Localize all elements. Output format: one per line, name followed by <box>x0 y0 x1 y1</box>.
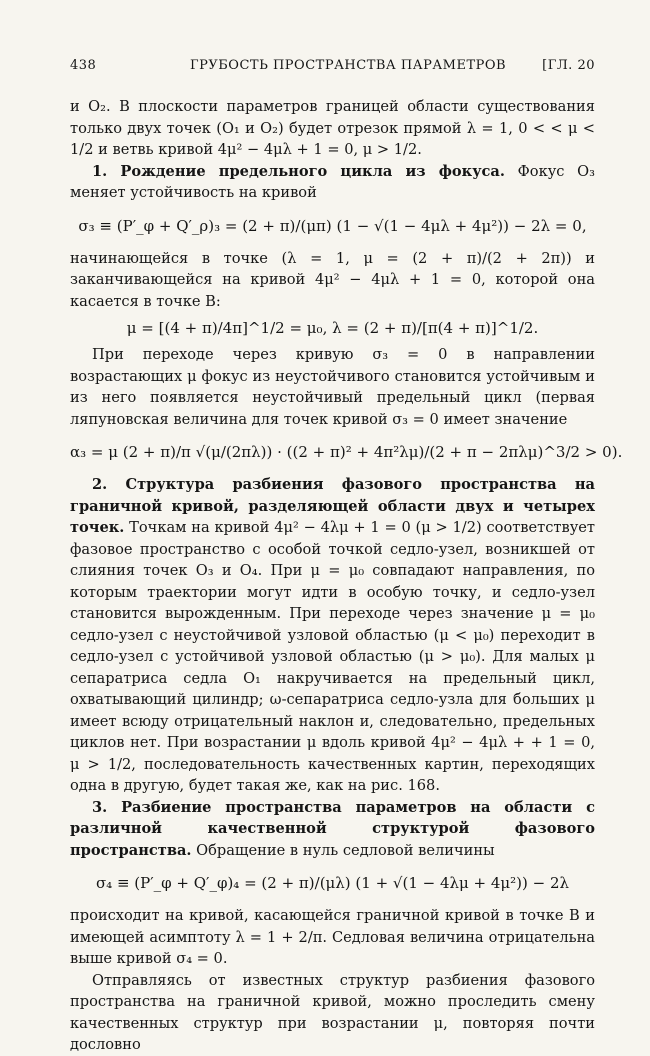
paragraph: Отправляясь от известных структур разбиения фазового пространства на граничной кривой, можно проследить смену качественных структур при возрастании μ, повторяя почти дословно <box>70 971 595 1053</box>
section-1-paragraph <box>70 161 595 204</box>
section-3-paragraph <box>70 797 595 862</box>
section-1-text: Фокус O₃ меняет устойчивость на кривой <box>70 162 595 201</box>
section-2-text: Точкам на кривой 4μ² − 4λμ + 1 = 0 (μ > 1/2) соответствует фазовое пространство с особой точкой седло-узел, возникшей от слияния точек O₃ и O₄. При μ = μ₀ совпадают направления, по которым траектории могут идти в особую точку, и седло-узел становится вырожденным. При переходе через значение μ = μ₀ седло-узел с неустойчивой узловой областью (μ < μ₀) переходит в седло-узел с устойчивой узловой областью (μ > μ₀). Для малых μ сепаратриса седла O₁ накручивается на предельный цикл, охватывающий цилиндр; ω-сепаратриса седло-узла для больших μ имеет всюду отрицательный наклон и, следовательно, предельных циклов нет. При возрастании μ вдоль кривой 4μ² − 4μλ + + 1 = 0, μ > 1/2, последовательность качественных картин, переходящих одна в другую, будет такая же, как на рис. 168. <box>70 519 595 794</box>
section-3-heading: 3. Разбиение пространства параметров на области с различной качественной структурой фазового пространства. <box>70 798 595 859</box>
equation-sigma4: σ₄ ≡ (P′_φ + Q′_φ)₄ = (2 + π)/(μλ) (1 + √(1 − 4λμ + 4μ²)) − 2λ <box>95 874 570 892</box>
section-2-paragraph <box>70 474 595 797</box>
body-text <box>70 96 623 1056</box>
chapter-label: [ГЛ. 20 <box>542 58 595 73</box>
section-3-text: Обращение в нуль седловой величины <box>191 841 495 859</box>
page-number: 438 <box>70 58 97 73</box>
running-title: ГРУБОСТЬ ПРОСТРАНСТВА ПАРАМЕТРОВ <box>190 58 507 73</box>
equation-sigma3: σ₃ ≡ (P′_φ + Q′_ρ)₃ = (2 + π)/(μπ) (1 − √(1 − 4μλ + 4μ²)) − 2λ = 0, <box>78 216 587 235</box>
section-1-heading: 1. Рождение предельного цикла из фокуса. <box>92 162 505 180</box>
paragraph: происходит на кривой, касающейся граничной кривой в точке B и имеющей асимптоту λ = 1 + 2/π. Седловая величина отрицательна выше кривой σ₄ = 0. <box>70 907 595 967</box>
paragraph: и O₂. В плоскости параметров границей области существования только двух точек (O₁ и O₂) будет отрезок прямой λ = 1, 0 < < μ < 1/2 и ветвь кривой 4μ² − 4μλ + 1 = 0, μ > 1/2. <box>70 98 595 158</box>
equation-mu0: μ = [(4 + π)/4π]^1/2 = μ₀, λ = (2 + π)/[π(4 + π)]^1/2. <box>126 319 539 337</box>
paragraph: При переходе через кривую σ₃ = 0 в направлении возрастающих μ фокус из неустойчивого становится устойчивым и из него появляется неустойчивый предельный цикл (первая ляпуновская величина для точек кривой σ₃ = 0 имеет значение <box>70 346 595 428</box>
running-header <box>70 58 595 80</box>
equation-alpha3: α₃ = μ (2 + π)/π √(μ/(2πλ)) · ((2 + π)² + 4π²λμ)/(2 + π − 2πλμ)^3/2 > 0). <box>70 443 623 461</box>
paragraph: начинающейся в точке (λ = 1, μ = (2 + π)/(2 + 2π)) и заканчивающейся на кривой 4μ² − 4μλ + 1 = 0, которой она касается в точке B: <box>70 249 595 310</box>
section-2-heading: 2. Структура разбиения фазового пространства на граничной кривой, разделяющей области двух и четырех точек. <box>70 476 595 536</box>
